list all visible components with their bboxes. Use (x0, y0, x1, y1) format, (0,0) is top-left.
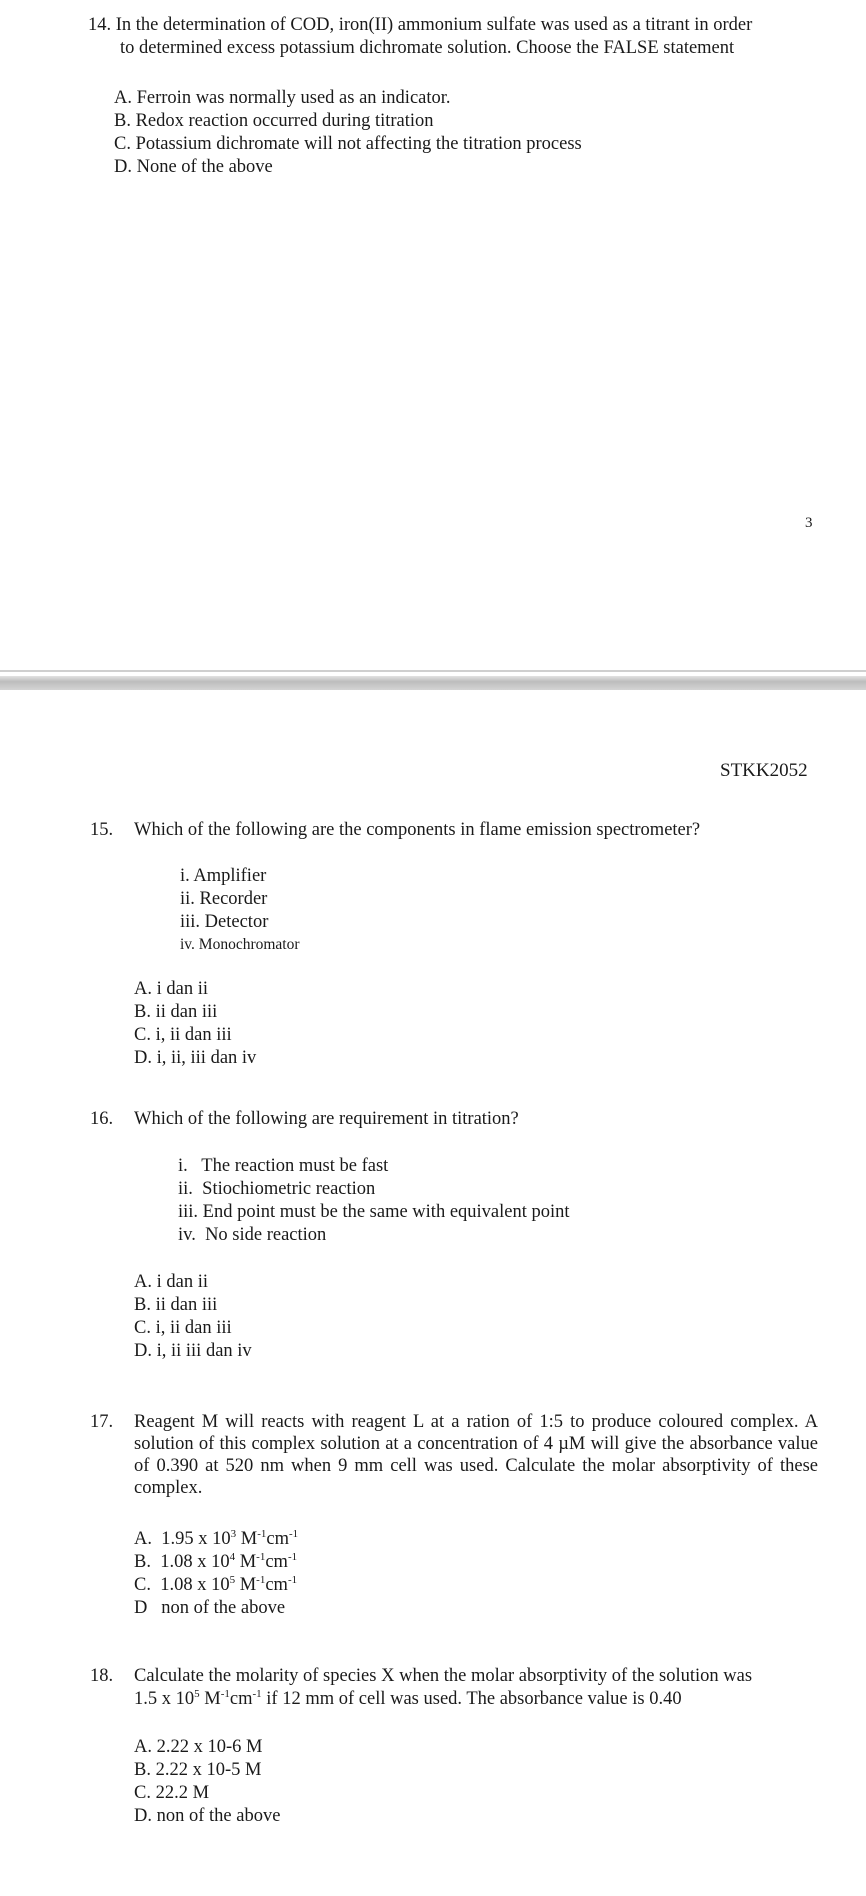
q15-item-1: i. Amplifier (180, 866, 267, 886)
q18-line2: 1.5 x $10^5$ $M^{-1}cm^{-1}$ if 12 mm of cell was used. The absorbance value is 0.40 (134, 1688, 682, 1709)
q16-item-3: iii. End point must be the same with equivalent point (178, 1202, 570, 1222)
q18-number: 18. (90, 1666, 114, 1686)
q15-option-c: C. i, ii dan iii (134, 1025, 232, 1045)
page-separator-line (0, 670, 866, 672)
q16-item-2: ii. Stiochiometric reaction (178, 1179, 376, 1199)
page-number: 3 (805, 515, 813, 531)
page-1 (0, 0, 866, 676)
q16-option-a: A. i dan ii (134, 1272, 208, 1292)
q15-option-a: A. i dan ii (134, 979, 208, 999)
q16-item-1: i. The reaction must be fast (178, 1156, 389, 1176)
q17-option-d: D non of the above (134, 1598, 286, 1618)
q15-option-d: D. i, ii, iii dan iv (134, 1048, 257, 1068)
q17-option-a: A. 1.95 x $10^3$ $M^{-1}cm^{-1}$ (134, 1528, 299, 1549)
q14-option-d: D. None of the above (114, 157, 273, 177)
q18-option-d: D. non of the above (134, 1806, 281, 1826)
q15-item-4: iv. Monochromator (180, 936, 300, 953)
q14-option-b: B. Redox reaction occurred during titration (114, 111, 434, 131)
course-code: STKK2052 (720, 760, 808, 781)
q14-option-a: A. Ferroin was normally used as an indicator. (114, 88, 451, 108)
page-separator (0, 676, 866, 690)
q14-line1: In the determination of COD, iron(II) ammonium sulfate was used as a titrant in order (115, 15, 753, 35)
q15-option-b: B. ii dan iii (134, 1002, 218, 1022)
q17-number: 17. (90, 1412, 114, 1432)
q16-option-d: D. i, ii iii dan iv (134, 1341, 252, 1361)
q14-number: 14. (88, 15, 112, 35)
q15-number: 15. (90, 820, 114, 840)
q17-stem: Reagent M will reacts with reagent L at a ration of 1:5 to produce coloured complex. A solution of this complex solution at a concentration of 4 µM will give the absorbance value of 0.390 at 520 nm when 9 mm cell was used. Calculate the molar absorptivity of these complex. (134, 1412, 818, 1498)
q18-option-c: C. 22.2 M (134, 1783, 210, 1803)
q16-item-4: iv. No side reaction (178, 1225, 327, 1245)
q16-stem: Which of the following are requirement in titration? (134, 1109, 519, 1129)
q16-number: 16. (90, 1109, 114, 1129)
q17-option-b: B. 1.08 x $10^4$ $M^{-1}cm^{-1}$ (134, 1551, 298, 1572)
q18-option-a: A. 2.22 x 10-6 M (134, 1737, 263, 1757)
q15-item-2: ii. Recorder (180, 889, 268, 909)
q15-stem: Which of the following are the components in flame emission spectrometer? (134, 820, 701, 840)
q14-line2: to determined excess potassium dichromate solution. Choose the FALSE statement (120, 38, 735, 58)
q14-stem (88, 14, 752, 36)
q17-option-c: C. 1.08 x $10^5$ $M^{-1}cm^{-1}$ (134, 1574, 298, 1595)
page-2 (0, 690, 866, 1896)
q14-option-c: C. Potassium dichromate will not affecting the titration process (114, 134, 582, 154)
q18-line1: Calculate the molarity of species X when the molar absorptivity of the solution was (134, 1666, 753, 1686)
q15-item-3: iii. Detector (180, 912, 269, 932)
q18-option-b: B. 2.22 x 10-5 M (134, 1760, 262, 1780)
q16-option-b: B. ii dan iii (134, 1295, 218, 1315)
q16-option-c: C. i, ii dan iii (134, 1318, 232, 1338)
